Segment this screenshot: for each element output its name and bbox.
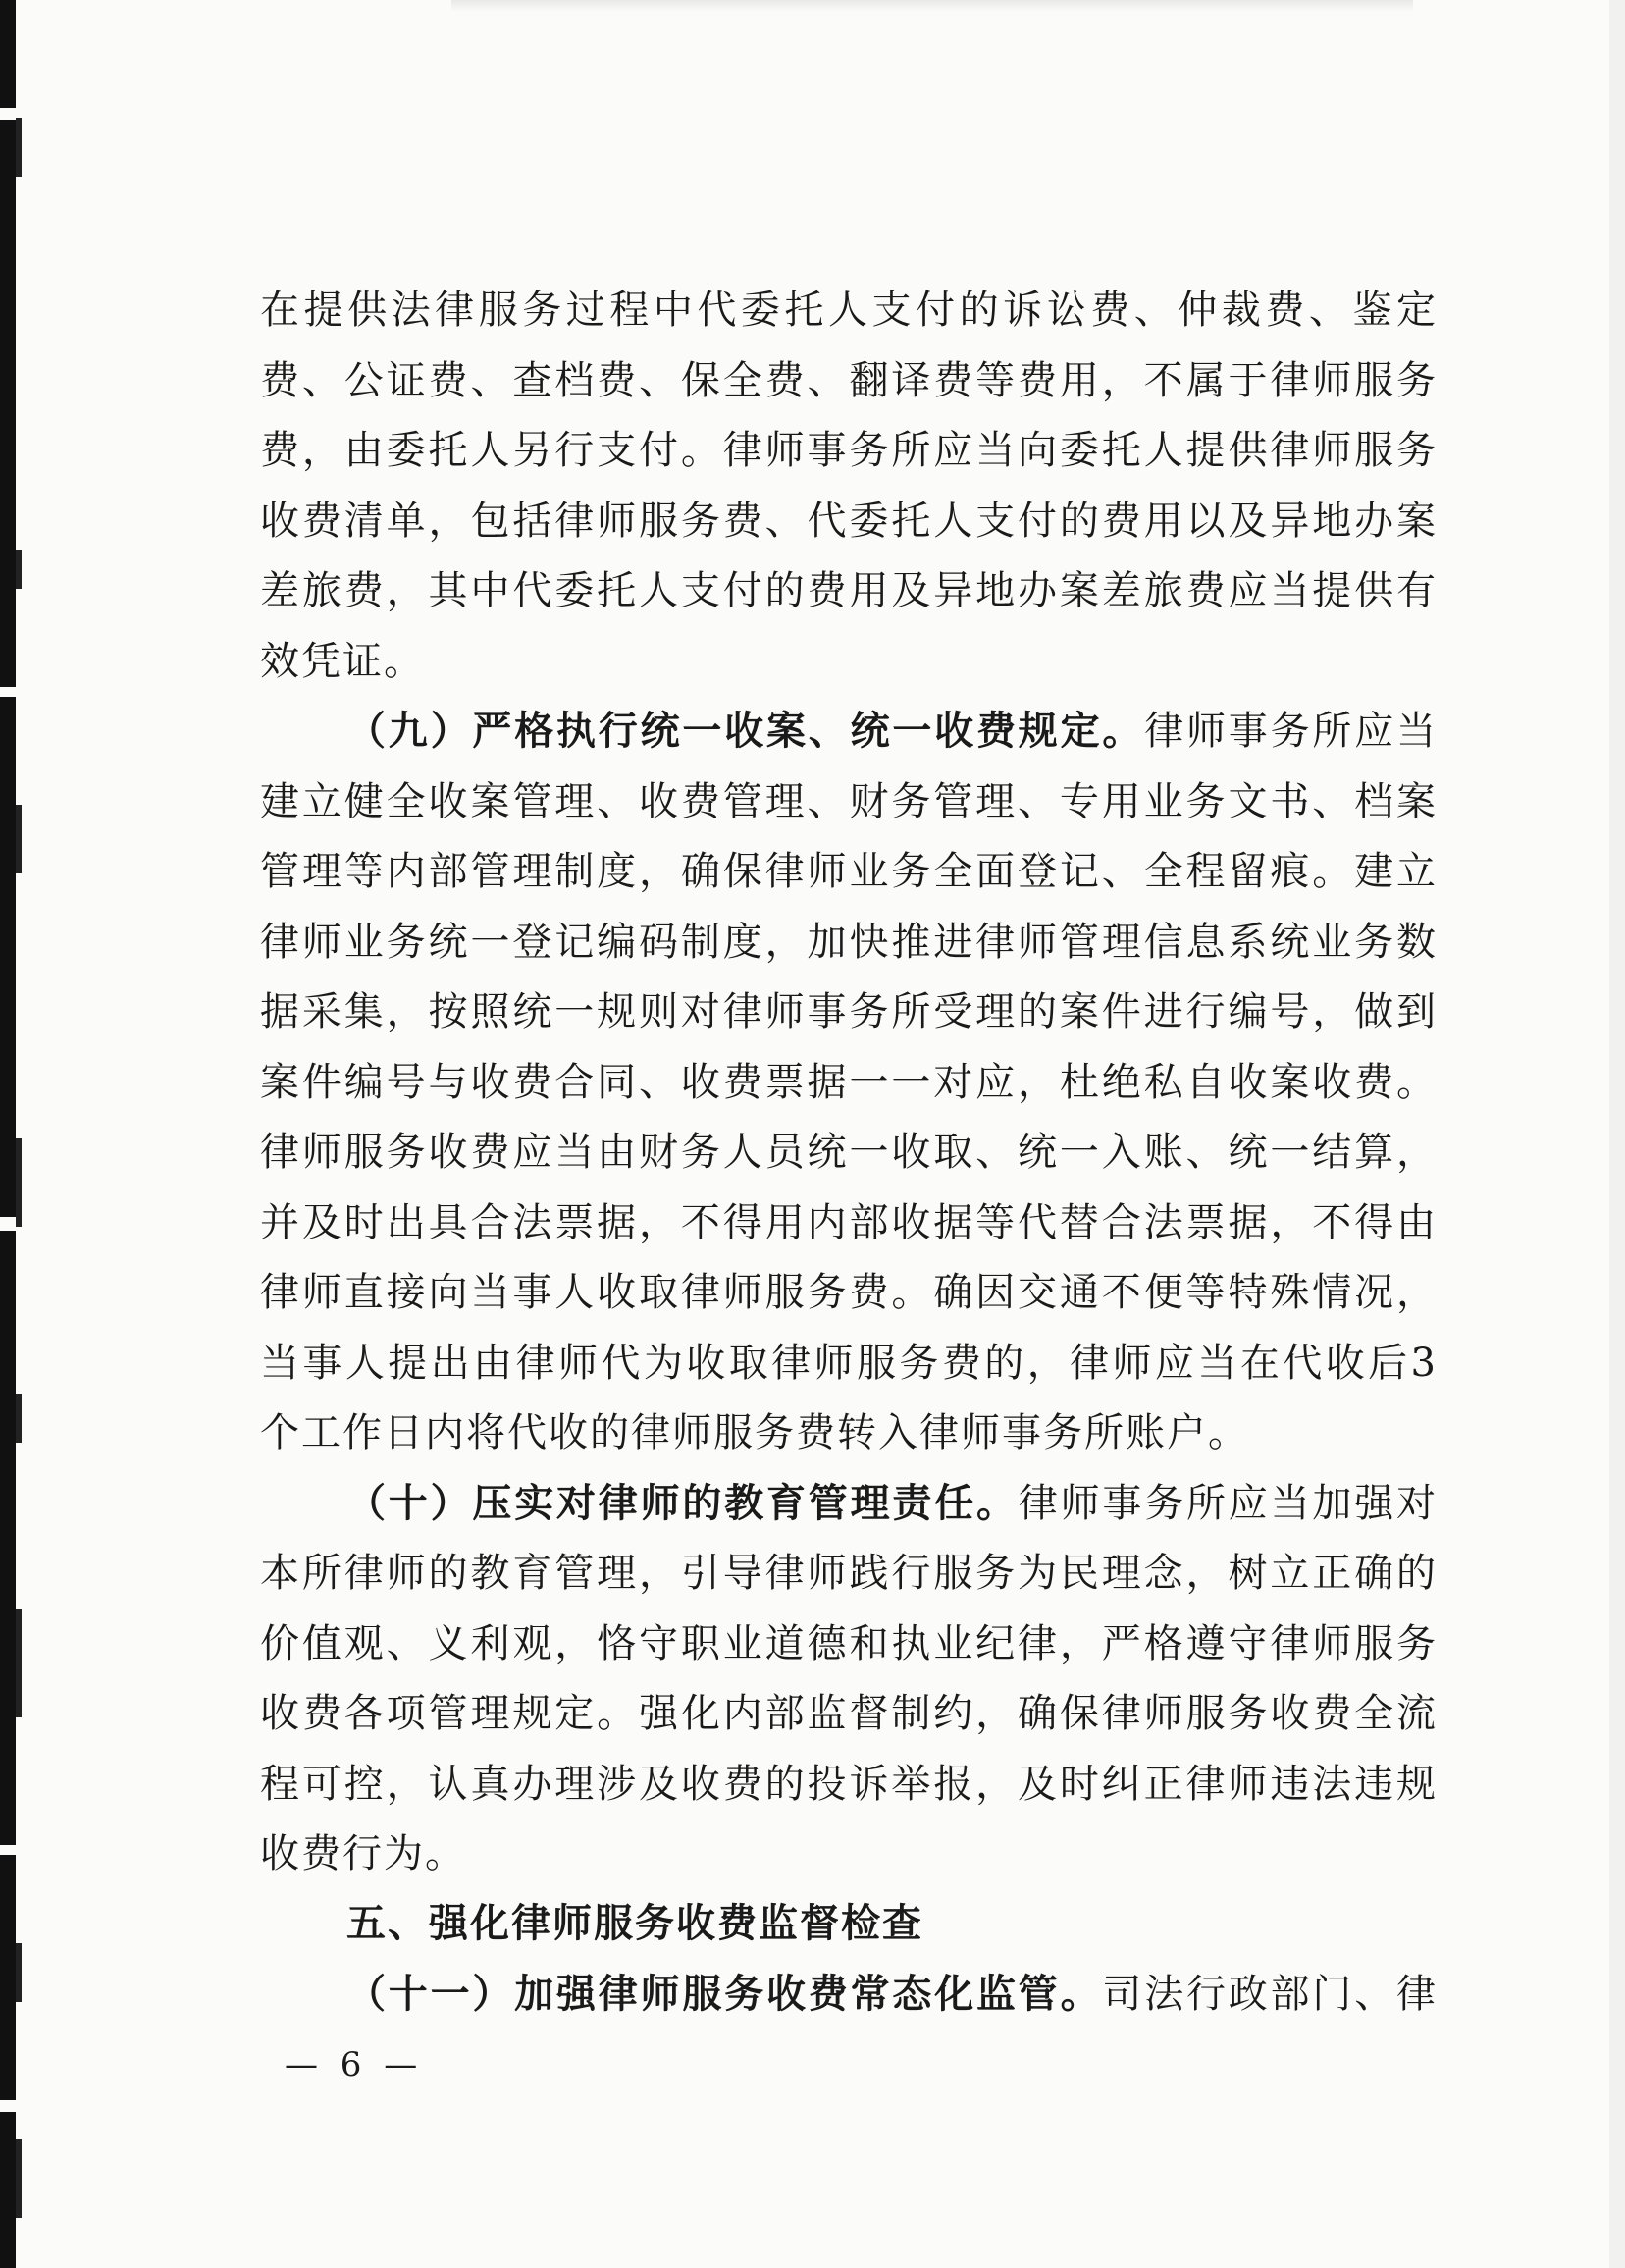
text-line: 收费各项管理规定。强化内部监督制约，确保律师服务收费全流 bbox=[260, 1691, 1438, 1736]
paragraph-start-line: （十）压实对律师的教育管理责任。律师事务所应当加强对 bbox=[346, 1479, 1439, 1526]
text-line: 律师服务收费应当由财务人员统一收取、统一入账、统一结算， bbox=[260, 1130, 1438, 1175]
document-body bbox=[260, 275, 1438, 2030]
text-line: 律师直接向当事人收取律师服务费。确因交通不便等特殊情况， bbox=[260, 1270, 1438, 1315]
text-line: 律师业务统一登记编码制度，加快推进律师管理信息系统业务数 bbox=[260, 919, 1438, 965]
text-line: 收费清单，包括律师服务费、代委托人支付的费用以及异地办案 bbox=[260, 498, 1438, 544]
text-line: 费，由委托人另行支付。律师事务所应当向委托人提供律师服务 bbox=[260, 428, 1438, 473]
paragraph-lead: （九）严格执行统一收案、统一收费规定。 bbox=[346, 708, 1145, 754]
scan-edge-ticks bbox=[16, 0, 26, 2268]
text-line: 效凭证。 bbox=[260, 638, 425, 684]
paragraph-lead: （十一）加强律师服务收费常态化监管。 bbox=[346, 1971, 1103, 2017]
text-line: 据采集，按照统一规则对律师事务所受理的案件进行编号，做到 bbox=[260, 989, 1438, 1034]
text-line: 案件编号与收费合同、收费票据一一对应，杜绝私自收案收费。 bbox=[260, 1059, 1438, 1105]
paragraph-lead: （十）压实对律师的教育管理责任。 bbox=[346, 1479, 1019, 1526]
scan-right-border bbox=[1609, 0, 1625, 2268]
text-line: 差旅费，其中代委托人支付的费用及异地办案差旅费应当提供有 bbox=[260, 568, 1438, 613]
paragraph-start-line: （九）严格执行统一收案、统一收费规定。律师事务所应当 bbox=[346, 708, 1439, 754]
text-line: 价值观、义利观，恪守职业道德和执业纪律，严格遵守律师服务 bbox=[260, 1620, 1438, 1666]
scan-left-border bbox=[0, 0, 16, 2268]
text-line: 收费行为。 bbox=[260, 1831, 466, 1876]
text-line: 建立健全收案管理、收费管理、财务管理、专用业务文书、档案 bbox=[260, 778, 1438, 824]
text-line: 费、公证费、查档费、保全费、翻译费等费用，不属于律师服务 bbox=[260, 357, 1438, 403]
scan-artifact bbox=[451, 0, 1413, 12]
text-line: 本所律师的教育管理，引导律师践行服务为民理念，树立正确的 bbox=[260, 1551, 1438, 1596]
text-line: 个工作日内将代收的律师服务费转入律师事务所账户。 bbox=[260, 1410, 1249, 1455]
page-number: — 6 — bbox=[285, 2045, 424, 2084]
text-line: 当事人提出由律师代为收取律师服务费的，律师应当在代收后3 bbox=[260, 1340, 1438, 1386]
text-line: 并及时出具合法票据，不得用内部收据等代替合法票据，不得由 bbox=[260, 1199, 1438, 1245]
text-line: 在提供法律服务过程中代委托人支付的诉讼费、仲裁费、鉴定 bbox=[260, 288, 1438, 333]
text-line: 管理等内部管理制度，确保律师业务全面登记、全程留痕。建立 bbox=[260, 849, 1438, 894]
paragraph-start-line: （十一）加强律师服务收费常态化监管。司法行政部门、律 bbox=[346, 1971, 1439, 2017]
section-heading: 五、强化律师服务收费监督检查 bbox=[346, 1900, 923, 1946]
text-line: 程可控，认真办理涉及收费的投诉举报，及时纠正律师违法违规 bbox=[260, 1761, 1438, 1807]
